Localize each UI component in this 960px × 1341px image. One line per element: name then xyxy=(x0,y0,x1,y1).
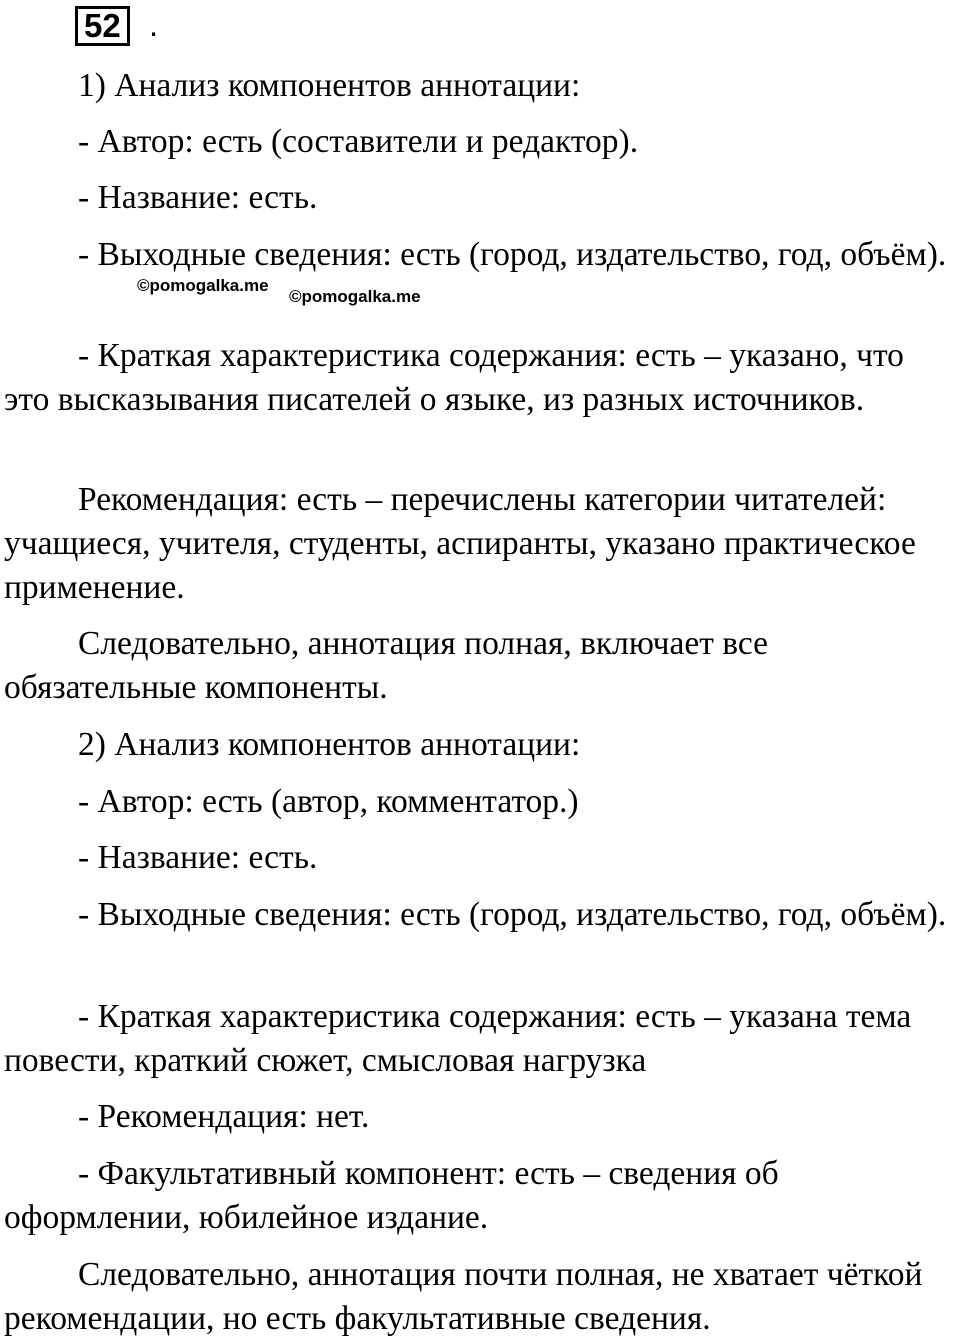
paragraph-2: - Автор: есть (составители и редактор). xyxy=(78,123,639,160)
paragraph-8: 2) Анализ компонентов аннотации: xyxy=(78,726,581,763)
exercise-number: 52 xyxy=(84,7,121,44)
paragraph-14: - Факультативный компонент: есть – сведения об оформлении, юбилейное издание. xyxy=(4,1155,779,1236)
paragraph-3: - Название: есть. xyxy=(78,179,318,216)
paragraph-11: - Выходные сведения: есть (город, издательство, год, объём). xyxy=(78,896,947,933)
paragraph-10: - Название: есть. xyxy=(78,839,318,876)
watermark-2: ©pomogalka.me xyxy=(289,287,421,306)
watermark-1: ©pomogalka.me xyxy=(137,276,269,295)
paragraph-13: - Рекомендация: нет. xyxy=(78,1098,370,1135)
paragraph-6: Рекомендация: есть – перечислены категории читателей: учащиеся, учителя, студенты, аспиранты, указано практическое применение. xyxy=(4,481,916,606)
paragraph-7: Следовательно, аннотация полная, включает все обязательные компоненты. xyxy=(4,625,769,706)
paragraph-9: - Автор: есть (автор, комментатор.) xyxy=(78,783,579,820)
exercise-number-dot: . xyxy=(149,6,159,43)
paragraph-1: 1) Анализ компонентов аннотации: xyxy=(78,67,581,104)
paragraph-12: - Краткая характеристика содержания: есть – указана тема повести, краткий сюжет, смысловая нагрузка xyxy=(4,998,912,1079)
paragraph-4: - Выходные сведения: есть (город, издательство, год, объём). xyxy=(78,236,947,273)
paragraph-5: - Краткая характеристика содержания: есть – указано, что это высказывания писателей о языке, из разных источников. xyxy=(4,337,904,418)
paragraph-15: Следовательно, аннотация почти полная, не хватает чёткой рекомендации, но есть факультативные сведения. xyxy=(4,1256,923,1337)
exercise-number-box xyxy=(75,6,130,46)
